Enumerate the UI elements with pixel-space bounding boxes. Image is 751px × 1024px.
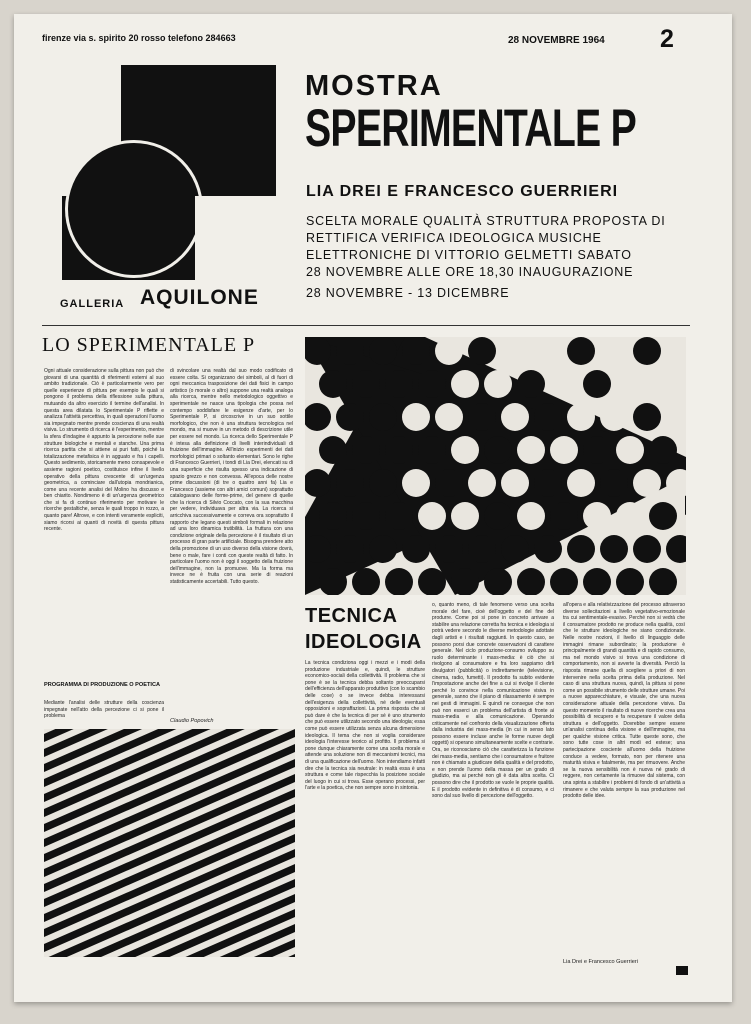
artwork-dot: [451, 436, 479, 464]
artwork-dot: [616, 370, 644, 398]
end-mark-icon: [676, 966, 688, 975]
section-subheading: PROGRAMMA DI PRODUZIONE O POETICA: [44, 682, 161, 688]
artwork-dot: [468, 469, 496, 497]
artwork-dot: [369, 403, 397, 431]
dots-artwork-image: [305, 337, 686, 595]
artwork-dot: [435, 469, 463, 497]
artwork-dot: [583, 370, 611, 398]
artwork-dot: [418, 436, 446, 464]
artwork-dot: [369, 469, 397, 497]
article-column: La tecnica condiziona oggi i mezzi e i modi della produzione industriale e, quindi, le strutture economico-sociali della collettività. Il problema che si pone è se la tecnica debba soltanto preoccuparsi dell'efficienza dell'apparato produttivo (con lo scambio delle cose) o se invece debba interessarsi dell'esigenza della collettività, né delle eventuali opposizioni e sopraffazioni. La prima risposta che si può dare è che la tecnica di per sé è uno strumento che può essere utilizzato secondo una ideologia; essa come può essere utilizzata senza alcuna dimensione ideologica. Il tema che non si voglia considerare ideologia l'interesse teorico al profitto. Il problema si pone dunque chiaramente come una scelta morale e attende una soluzione non di meccanismi tecnici, ma di una qualificazione dell'uomo. Non intendiamo infatti dire che la tecnica sia neutrale: in realtà essa è una struttura e come tale rispecchia la posizione sociale del luogo in cui si trova. Esse operano processi, per l'arte e la poetica, che non sempre sono in sintonia.: [305, 660, 425, 792]
artwork-dot: [336, 337, 364, 365]
article-title-line: TECNICA: [305, 605, 398, 627]
artwork-dot: [468, 403, 496, 431]
exhibition-dates: 28 NOVEMBRE - 13 DICEMBRE: [306, 286, 510, 300]
artwork-dot: [534, 469, 562, 497]
artwork-dot: [402, 337, 430, 365]
artwork-dot: [385, 436, 413, 464]
artwork-dot: [600, 535, 628, 563]
artwork-dot: [385, 502, 413, 530]
artists-line: LIA DREI E FRANCESCO GUERRIERI: [306, 183, 619, 200]
artwork-dot: [501, 403, 529, 431]
artwork-dot: [567, 337, 595, 365]
headline-sperimentale: SPERIMENTALE P: [305, 99, 637, 158]
headline-mostra: MOSTRA: [305, 70, 443, 102]
article-column: di svincolare una realtà dal suo modo codificato di essere colta. Si organizzano dei simboli, al di fuori di ogni meccanica trasposizione dei dati fisici in campo artistico (o morale o altro) suppone una realtà analoga alla ricerca, mentre nello metodologico oggettivo e sperimentale ne nasce una tipologia che possa nel contempo soddisfare le esigenze d'arte, per lo Sperimentale P, si circoscrive in un suo sottile morfologico, che non è una struttura tecnologica nel mondo, ma si muove in un metodo di descrizione utile per essere nel mondo. La ricerca dello Sperimentale P è intesa alla definizione di livelli interindividuali di fruizione dell'immagine. All'inizio esperimenti dei dati morfologici primari o soltanto elementari. Sono le righe di Francesco Guerrieri, i tondi di Lia Drei, elencati su di una superficie che risulta spesso una indicazione di spazio grezzo e non convessa. All'epoca delle nostre prime discussioni (di tre o quattro anni fa) Lia e Francesco (assieme con altri amici comuni) soprattutto catalogavano delle forme-prime, del genere di quelle che la ricerca di Silvio Coccato, con la sua macchina per vedere, individuava per altra via. La ricerca si arricchiva successivamente e correva ora soprattutto il rapporto che legano questi simboli formali in relazione ad una loro dinamica trutibilità. La fruttura con una condizione originale della percezione è il risultato di un processo di gran parte artificiale. Bisogna prendere atto della promozione di un uso diverso della visione dovrà, bene o male, fare i conti con queste realtà di fatto. In particolare l'uomo non è oggi il soggetto della fruizione dell'immagine, non la promuove. Ma la forma ma invece ne è fruita con una serie di reazioni statisticamente accertabili. Tutto questo.: [170, 368, 293, 585]
artwork-dot: [352, 436, 380, 464]
article-column: all'opera e alla relativizzazione del processo attraverso diverse sollecitazioni a livello vegetativo-emozionale tra cui sentimentale-evasivo. Perché non si vedrà che il consumatore prodotto ne produce nella qualità, così che le strutture ideologiche ne siano condizionate. Nelle nostre nozioni, il livello di linguaggio delle immagini rimane subordinato; la produzione è principalmente di grandi quantità e di rapido consumo, ma nel mondo visivo si trova una condizione di comportamento, non si avverte la diversità. Perciò la risposta rimane quella di scegliere a priori di non intervenire nella scelta prima della produzione. Nel caso di una struttura nuova, quindi, la pittura si pone come un possibile strumento delle strutture umane. Poi a nuove apparecchiature, e visuale, che una nuova considerazione attuale della percezione visiva. Da questo momento il risultato di nuove ricerche crea una possibilità di recupero e fa recuperare il valore della struttura e dell'oggetto. Dovrebbe sempre essere un'analisi continua della visione e dell'immagine, ma per qualche visione critica. Tutte queste sono, che sono tutte cose in altri modi ed estese; una partecipazione cosciente all'uomo della fruizione conduce a vedere, formato, non per ritenere una maturità visiva e fatalmente, ma per rimuovere. Anche se la nuova sensibilità non è nuova né grado di reggere, non certamente la rimuove dal sistema, con una spinta a stabilire i problemi di fondo di un'attività a rimanere e che valuta sempre la sua produzione nel prodotto delle idee.: [563, 602, 685, 800]
artwork-dot: [550, 370, 578, 398]
stripes-artwork-image: [44, 729, 295, 957]
artwork-dot: [583, 502, 611, 530]
artwork-dot: [385, 370, 413, 398]
artwork-dot: [649, 370, 677, 398]
article-title-sperimentale: LO SPERIMENTALE P: [42, 334, 256, 356]
artwork-dot: [402, 403, 430, 431]
artwork-dot: [600, 469, 628, 497]
article-column: Ogni attuale considerazione sulla pittura non può che giovarsi di una quantità di riferimenti esterni al suo ambito tradizionale. Ciò è particolarmente vero per quelle esperienze di pittura per esempio le quali si pongono il problema della riflessione sulla pittura, mutuando da altro esercizio il termine dell'analisi. In questa area dilatata lo Sperimentale P riflette e analizza l'attività percettiva, in quali operazioni l'uomo sia impegnato mentre prende coscienza di una realtà visiva. Lo strumento di ricerca è l'esperimento, mentre la sfera d'indagine è appunto la percezione nelle sue strutture biologiche e mentali e stanche. Una prima ricerca partita che si attiene ai puri fatti, poiché la totalizzazione metafisica è in agguato e fra i capelli. Questo sedimento, storicamente meno consapevole e assieme ragioni poetico, costituisce infine il livello operativo della pittura crescente di un'urgenza geometrica, a cominciare dall'utopia mondrianica, come una recente analisi del Molino ha discusso e ben chiarito. Nondimeno è di un'urgenza geometrico che si fa di continuo riferimento per motivare le ricerche gestaltiche, senza le quali troppo in rozzo, a quanto pare! Altrove, e con intenti veramente espliciti, siamo ricorsi ai quanti di novità di questa pittura recente.: [44, 368, 164, 533]
article-column: o, quanto meno, di tale fenomeno verso una scelta morale del fare, cioè dell'oggetto e del fine del produrre. Come poi si pone in concreto arrivare a stabilire una relazione corretta fra tecnica e ideologia si potrà vedere secondo le diverse metodologie adottate dagli artisti e i risultati raggiunti. In questo caso, se possono porsi due concrete osservazioni di carattere generale. Nel ciclo produzione-consumo sviluppo su ruolo determinante i mass-media: è ciò che si rivolgono al consumatore e fra loro sappiamo dirli divulgatori (pubblicità) o indirettamente (televisione, cinema, radio, fumetti). Il prodotto fa subito evidente l'impostazione anche dei fine a cui si rivolge il cliente perché lo convince nella comunicazione visiva in generale, sanno che il piano di rilassamento è sempre nei gesti di immagini. E quindi ne consegue che non può non esserci un problema dell'artista di fronte ai mass-media e alla comunicazione. Operando criticamente nel confronto della visualizzazione offerta dalla industria dei mass-media (in cui in senso lato possono essere incluse anche le forme nuove degli oggetti) si operano simultaneamente scelte e contrarie. Ora, se riconosciamo ciò che caratterizza la funzione dei mass-media, sentiamo che i consumatore e fruitore non è chiamato a giudicare della qualità e del prodotto, e non prende l'uomo della massa per un grado di giudizio, ma ai perché non gli è data altra scelta. Ci possono dire che il prodotto se vuole le proprie qualità. E il prodotto evidente in definitiva è di consumo, e ci sono dal suo livello di percezione dell'oggetto.: [432, 602, 554, 800]
artwork-dot: [517, 568, 545, 595]
artwork-dot: [616, 568, 644, 595]
artwork-dot: [319, 436, 347, 464]
artwork-dot: [352, 502, 380, 530]
artwork-dot: [567, 403, 595, 431]
artwork-dot: [567, 535, 595, 563]
article-title-tecnica: [305, 603, 422, 655]
artwork-dot: [435, 535, 463, 563]
artwork-dot: [633, 337, 661, 365]
artwork-dot: [369, 535, 397, 563]
artwork-dot: [435, 337, 463, 365]
page-number: 2: [660, 25, 674, 53]
artwork-dot: [319, 370, 347, 398]
artwork-dot: [435, 403, 463, 431]
artwork-dot: [352, 568, 380, 595]
artwork-dot: [649, 436, 677, 464]
artwork-dot: [649, 502, 677, 530]
artwork-dot: [418, 502, 446, 530]
logo-gallery-name: AQUILONE: [140, 286, 259, 309]
artwork-dot: [583, 568, 611, 595]
artwork-dot: [501, 535, 529, 563]
artwork-dot: [484, 370, 512, 398]
artwork-dot: [418, 568, 446, 595]
artwork-dot: [517, 370, 545, 398]
header-date: 28 NOVEMBRE 1964: [508, 35, 605, 46]
artwork-dot: [402, 469, 430, 497]
mission-line: ELETTRONICHE DI VITTORIO GELMETTI SABATO: [306, 248, 632, 262]
artwork-dot: [550, 502, 578, 530]
article-credit: Lia Drei e Francesco Guerrieri: [563, 959, 638, 965]
artwork-dot: [616, 436, 644, 464]
artwork-dot: [484, 502, 512, 530]
artwork-dot: [600, 403, 628, 431]
artwork-dot: [501, 337, 529, 365]
article-signature: Claudio Popovich: [170, 718, 214, 724]
artwork-dot: [534, 403, 562, 431]
artwork-dot: [517, 436, 545, 464]
artwork-dot: [484, 436, 512, 464]
artwork-dot: [633, 535, 661, 563]
artwork-dot: [550, 568, 578, 595]
artwork-dot: [369, 337, 397, 365]
artwork-dot: [550, 436, 578, 464]
gallery-logo-graphic: [62, 65, 276, 280]
logo-galleria-label: GALLERIA: [60, 298, 125, 310]
artwork-dot: [385, 568, 413, 595]
artwork-dot: [402, 535, 430, 563]
artwork-dot: [336, 469, 364, 497]
artwork-dot: [484, 568, 512, 595]
article-column: Mediante l'analisi delle strutture della coscienza impegnate nell'atto della percezione ci si pone il problema: [44, 700, 164, 720]
artwork-dot: [352, 370, 380, 398]
artwork-dot: [534, 535, 562, 563]
artwork-dot: [468, 535, 496, 563]
artwork-dot: [583, 436, 611, 464]
artwork-dot: [501, 469, 529, 497]
artwork-dot: [649, 568, 677, 595]
artwork-dot: [616, 502, 644, 530]
mission-statement: [306, 213, 686, 281]
artwork-dot: [451, 568, 479, 595]
section-divider: [42, 325, 690, 326]
artwork-dot: [451, 502, 479, 530]
artwork-dot: [600, 337, 628, 365]
artwork-dot: [633, 403, 661, 431]
artwork-dot: [567, 469, 595, 497]
article-title-line: IDEOLOGIA: [305, 631, 422, 653]
mission-line: RETTIFICA VERIFICA IDEOLOGICA MUSICHE: [306, 231, 602, 245]
artwork-dot: [451, 370, 479, 398]
header-address: firenze via s. spirito 20 rosso telefono 284663: [42, 33, 236, 43]
artwork-dot: [336, 403, 364, 431]
artwork-dot: [319, 568, 347, 595]
artwork-dot: [319, 502, 347, 530]
mission-line: SCELTA MORALE QUALITÀ STRUTTURA PROPOSTA DI: [306, 214, 666, 228]
artwork-dot: [336, 535, 364, 563]
artwork-dot: [633, 469, 661, 497]
artwork-dot: [468, 337, 496, 365]
artwork-dot: [517, 502, 545, 530]
artwork-dot: [534, 337, 562, 365]
artwork-dot: [418, 370, 446, 398]
mission-line: 28 NOVEMBRE ALLE ORE 18,30 INAUGURAZIONE: [306, 265, 634, 279]
